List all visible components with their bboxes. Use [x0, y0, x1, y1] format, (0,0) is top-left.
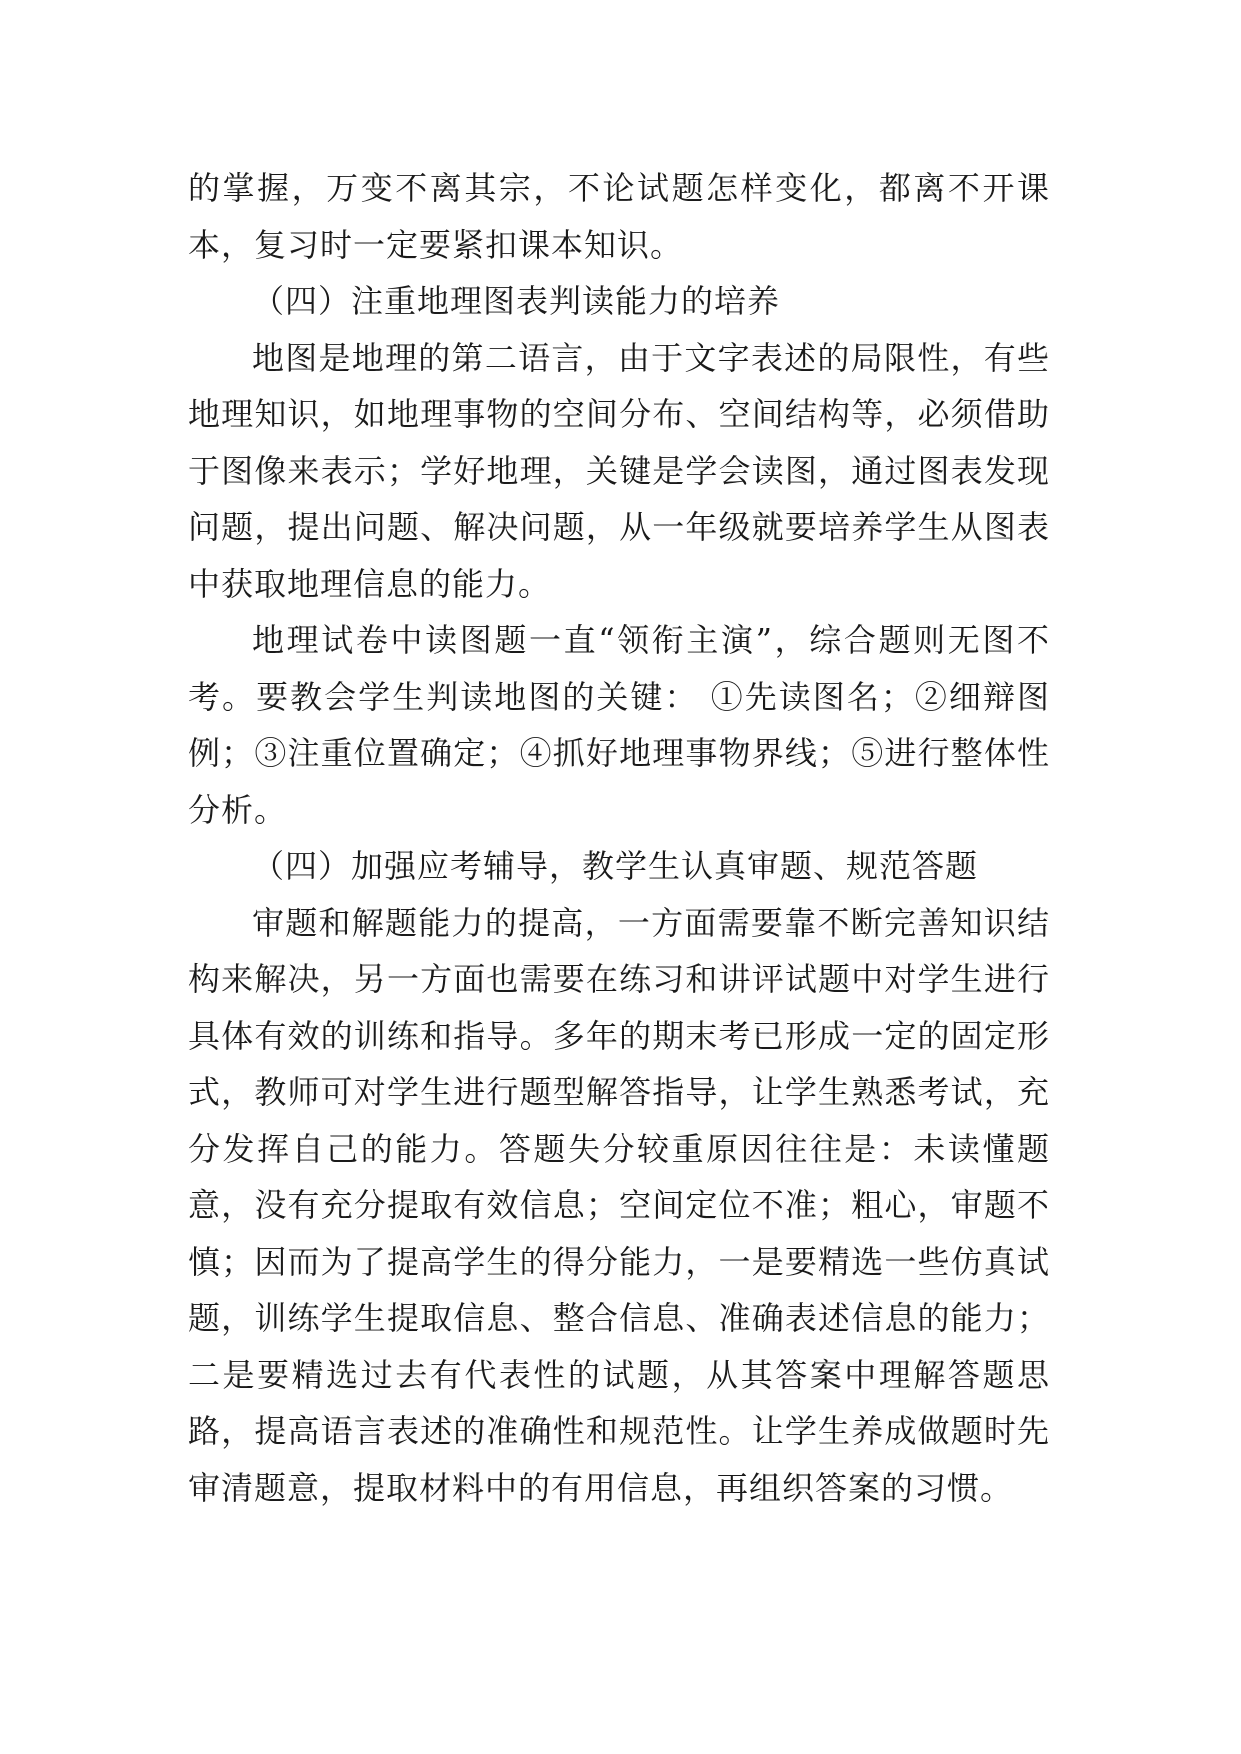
- continuation-paragraph: 的掌握，万变不离其宗，不论试题怎样变化，都离不开课本，复习时一定要紧扣课本知识。: [188, 169, 1050, 264]
- section-heading-exam-guidance: （四）加强应考辅导，教学生认真审题、规范答题: [252, 847, 979, 885]
- body-paragraph: 地图是地理的第二语言，由于文字表述的局限性，有些地理知识，如地理事物的空间分布、空间结构等，必须借助于图像来表示；学好地理，关键是学会读图，通过图表发现问题，提出问题、解决问题，从一年级就要培养学生从图表中获取地理信息的能力。: [188, 338, 1050, 603]
- body-paragraph: 审题和解题能力的提高，一方面需要靠不断完善知识结构来解决，另一方面也需要在练习和讲评试题中对学生进行具体有效的训练和指导。多年的期末考已形成一定的固定形式，教师可对学生进行题型解答指导，让学生熟悉考试，充分发挥自己的能力。答题失分较重原因往往是：未读懂题意，没有充分提取有效信息；空间定位不准；粗心，审题不慎；因而为了提高学生的得分能力，一是要精选一些仿真试题，训练学生提取信息、整合信息、准确表述信息的能力；二是要精选过去有代表性的试题，从其答案中理解答题思路，提高语言表述的准确性和规范性。让学生养成做题时先审清题意，提取材料中的有用信息，再组织答案的习惯。: [188, 903, 1050, 1507]
- document-body: [188, 160, 1050, 1516]
- section-heading-map-skills: （四）注重地理图表判读能力的培养: [252, 282, 781, 320]
- body-paragraph: 地理试卷中读图题一直“领衔主演”，综合题则无图不考。要教会学生判读地图的关键： ①先读图名；②细辩图例；③注重位置确定；④抓好地理事物界线；⑤进行整体性分析。: [188, 621, 1050, 829]
